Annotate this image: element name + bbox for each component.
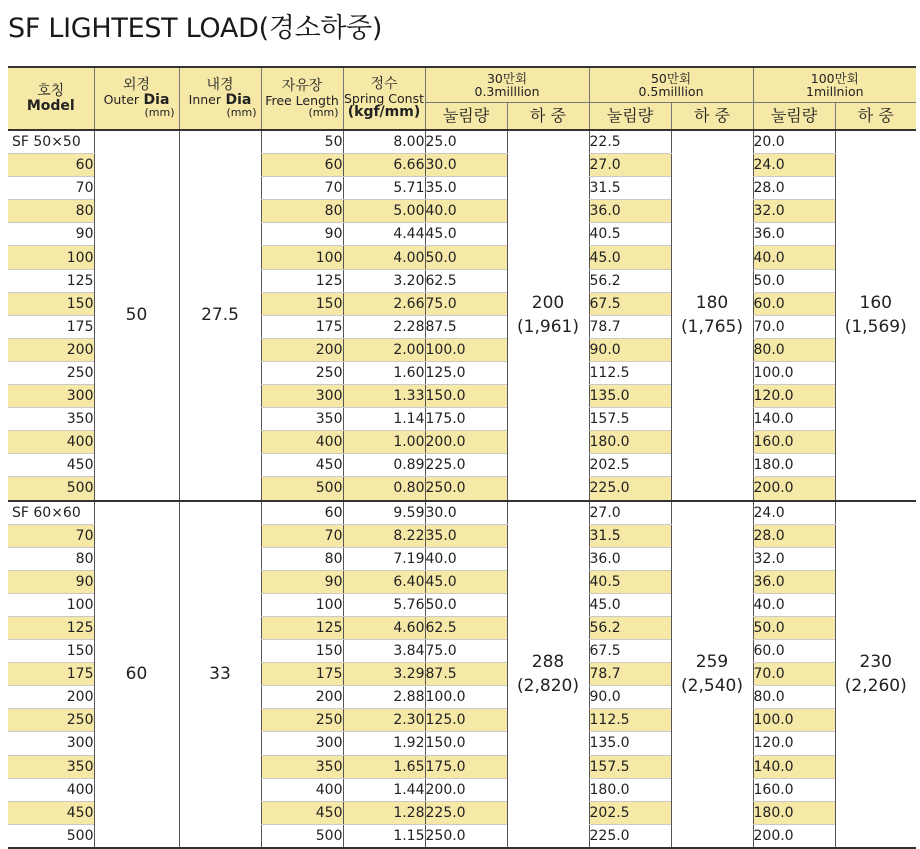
deflection-cell: 75.0 [425, 292, 507, 315]
free-length-cell: 400 [261, 431, 343, 454]
deflection-cell: 36.0 [753, 223, 835, 246]
deflection-cell: 45.0 [589, 593, 671, 616]
model-cell: 250 [8, 361, 94, 384]
spring-const-cell: 6.66 [343, 154, 425, 177]
deflection-cell: 56.2 [589, 269, 671, 292]
deflection-cell: 87.5 [425, 315, 507, 338]
spring-const-cell: 1.33 [343, 385, 425, 408]
deflection-cell: 225.0 [589, 824, 671, 848]
deflection-cell: 70.0 [753, 663, 835, 686]
load-cell [671, 130, 753, 501]
deflection-cell: 32.0 [753, 200, 835, 223]
spring-const-cell: 5.71 [343, 177, 425, 200]
deflection-cell: 40.5 [589, 570, 671, 593]
spring-const-cell: 1.14 [343, 408, 425, 431]
model-cell: 200 [8, 686, 94, 709]
spring-const-cell: 8.22 [343, 524, 425, 547]
deflection-cell: 25.0 [425, 130, 507, 154]
deflection-cell: 112.5 [589, 361, 671, 384]
deflection-cell: 175.0 [425, 408, 507, 431]
deflection-cell: 45.0 [589, 246, 671, 269]
deflection-cell: 180.0 [589, 431, 671, 454]
model-cell: 350 [8, 408, 94, 431]
header-group-2: 50만회 0.5milllion [589, 67, 753, 103]
deflection-cell: 27.0 [589, 501, 671, 525]
model-cell: 150 [8, 640, 94, 663]
deflection-cell: 160.0 [753, 431, 835, 454]
table-body [8, 130, 916, 848]
deflection-cell: 100.0 [425, 686, 507, 709]
deflection-cell: 60.0 [753, 640, 835, 663]
spring-const-cell: 0.80 [343, 477, 425, 501]
deflection-cell: 157.5 [589, 755, 671, 778]
free-length-cell: 100 [261, 593, 343, 616]
header-deflection-2: 눌림량 [589, 103, 671, 131]
deflection-cell: 40.0 [425, 547, 507, 570]
deflection-cell: 75.0 [425, 640, 507, 663]
load-value: 259 [695, 651, 729, 672]
deflection-cell: 45.0 [425, 570, 507, 593]
deflection-cell: 56.2 [589, 616, 671, 639]
free-length-cell: 150 [261, 640, 343, 663]
free-length-cell: 100 [261, 246, 343, 269]
deflection-cell: 67.5 [589, 640, 671, 663]
deflection-cell: 78.7 [589, 315, 671, 338]
deflection-cell: 35.0 [425, 524, 507, 547]
free-length-cell: 125 [261, 616, 343, 639]
load-value: 200 [531, 292, 565, 313]
spring-spec-table [8, 66, 916, 849]
spring-const-cell: 1.92 [343, 732, 425, 755]
free-length-cell: 70 [261, 524, 343, 547]
model-cell: 400 [8, 431, 94, 454]
free-length-cell: 400 [261, 778, 343, 801]
spring-const-cell: 7.19 [343, 547, 425, 570]
deflection-cell: 36.0 [589, 547, 671, 570]
deflection-cell: 202.5 [589, 801, 671, 824]
header-load-3: 하 중 [835, 103, 916, 131]
deflection-cell: 225.0 [589, 477, 671, 501]
model-cell: 125 [8, 616, 94, 639]
deflection-cell: 202.5 [589, 454, 671, 477]
deflection-cell: 90.0 [589, 686, 671, 709]
deflection-cell: 67.5 [589, 292, 671, 315]
deflection-cell: 157.5 [589, 408, 671, 431]
deflection-cell: 140.0 [753, 408, 835, 431]
deflection-cell: 45.0 [425, 223, 507, 246]
deflection-cell: 31.5 [589, 177, 671, 200]
deflection-cell: 250.0 [425, 477, 507, 501]
deflection-cell: 200.0 [753, 824, 835, 848]
load-newton: (2,820) [517, 676, 579, 697]
deflection-cell: 50.0 [753, 616, 835, 639]
load-value: 288 [531, 651, 565, 672]
spring-const-cell: 8.00 [343, 130, 425, 154]
model-cell: 70 [8, 177, 94, 200]
deflection-cell: 36.0 [753, 570, 835, 593]
load-newton: (2,540) [681, 676, 743, 697]
deflection-cell: 30.0 [425, 154, 507, 177]
free-length-cell: 90 [261, 223, 343, 246]
deflection-cell: 40.0 [753, 593, 835, 616]
deflection-cell: 200.0 [425, 431, 507, 454]
spring-const-cell: 0.89 [343, 454, 425, 477]
spring-const-cell: 3.29 [343, 663, 425, 686]
deflection-cell: 100.0 [753, 709, 835, 732]
spring-const-cell: 1.28 [343, 801, 425, 824]
deflection-cell: 135.0 [589, 385, 671, 408]
header-free-length: 자유장 Free Length (mm) [261, 67, 343, 130]
model-cell: 200 [8, 338, 94, 361]
free-length-cell: 80 [261, 200, 343, 223]
load-newton: (1,961) [517, 317, 579, 338]
spring-const-cell: 4.60 [343, 616, 425, 639]
model-cell: 300 [8, 732, 94, 755]
model-cell: 175 [8, 663, 94, 686]
load-newton: (1,765) [681, 317, 743, 338]
deflection-cell: 31.5 [589, 524, 671, 547]
model-cell: 175 [8, 315, 94, 338]
model-cell: 80 [8, 200, 94, 223]
deflection-cell: 125.0 [425, 361, 507, 384]
free-length-cell: 250 [261, 361, 343, 384]
table-row [8, 130, 916, 154]
model-cell: 90 [8, 570, 94, 593]
free-length-cell: 60 [261, 154, 343, 177]
spring-const-cell: 4.44 [343, 223, 425, 246]
deflection-cell: 35.0 [425, 177, 507, 200]
deflection-cell: 40.0 [753, 246, 835, 269]
free-length-cell: 70 [261, 177, 343, 200]
free-length-cell: 450 [261, 801, 343, 824]
deflection-cell: 160.0 [753, 778, 835, 801]
deflection-cell: 225.0 [425, 801, 507, 824]
free-length-cell: 60 [261, 501, 343, 525]
free-length-cell: 300 [261, 385, 343, 408]
spring-const-cell: 2.66 [343, 292, 425, 315]
deflection-cell: 36.0 [589, 200, 671, 223]
deflection-cell: 50.0 [425, 593, 507, 616]
load-cell [507, 501, 589, 848]
free-length-cell: 175 [261, 315, 343, 338]
spring-const-cell: 2.88 [343, 686, 425, 709]
free-length-cell: 125 [261, 269, 343, 292]
spring-const-cell: 1.00 [343, 431, 425, 454]
model-cell: 90 [8, 223, 94, 246]
model-cell: 450 [8, 801, 94, 824]
deflection-cell: 90.0 [589, 338, 671, 361]
deflection-cell: 225.0 [425, 454, 507, 477]
model-cell: 250 [8, 709, 94, 732]
model-cell: 300 [8, 385, 94, 408]
deflection-cell: 70.0 [753, 315, 835, 338]
deflection-cell: 28.0 [753, 524, 835, 547]
deflection-cell: 40.5 [589, 223, 671, 246]
spring-const-cell: 3.20 [343, 269, 425, 292]
load-cell [507, 130, 589, 501]
spring-const-cell: 1.15 [343, 824, 425, 848]
spring-const-cell: 1.60 [343, 361, 425, 384]
load-cell [671, 501, 753, 848]
header-inner-dia: 내경 Inner Dia (mm) [179, 67, 261, 130]
deflection-cell: 20.0 [753, 130, 835, 154]
deflection-cell: 175.0 [425, 755, 507, 778]
load-cell [835, 501, 916, 848]
header-group-3: 100만회 1millnion [753, 67, 916, 103]
free-length-cell: 350 [261, 755, 343, 778]
deflection-cell: 100.0 [753, 361, 835, 384]
free-length-cell: 150 [261, 292, 343, 315]
deflection-cell: 78.7 [589, 663, 671, 686]
free-length-cell: 175 [261, 663, 343, 686]
load-newton: (1,569) [844, 317, 907, 338]
deflection-cell: 200.0 [753, 477, 835, 501]
spring-const-cell: 1.44 [343, 778, 425, 801]
deflection-cell: 62.5 [425, 616, 507, 639]
deflection-cell: 100.0 [425, 338, 507, 361]
deflection-cell: 50.0 [425, 246, 507, 269]
deflection-cell: 140.0 [753, 755, 835, 778]
deflection-cell: 180.0 [589, 778, 671, 801]
model-cell: 100 [8, 246, 94, 269]
deflection-cell: 200.0 [425, 778, 507, 801]
free-length-cell: 50 [261, 130, 343, 154]
spring-const-cell: 3.84 [343, 640, 425, 663]
deflection-cell: 60.0 [753, 292, 835, 315]
spring-const-cell: 4.00 [343, 246, 425, 269]
inner-dia-cell: 33 [179, 501, 261, 848]
free-length-cell: 200 [261, 338, 343, 361]
deflection-cell: 80.0 [753, 686, 835, 709]
deflection-cell: 87.5 [425, 663, 507, 686]
deflection-cell: 250.0 [425, 824, 507, 848]
deflection-cell: 50.0 [753, 269, 835, 292]
spring-const-cell: 2.28 [343, 315, 425, 338]
deflection-cell: 27.0 [589, 154, 671, 177]
deflection-cell: 62.5 [425, 269, 507, 292]
header-outer-dia: 외경 Outer Dia (mm) [94, 67, 179, 130]
spring-const-cell: 1.65 [343, 755, 425, 778]
deflection-cell: 80.0 [753, 338, 835, 361]
spring-const-cell: 2.00 [343, 338, 425, 361]
free-length-cell: 250 [261, 709, 343, 732]
load-newton: (2,260) [844, 676, 907, 697]
free-length-cell: 350 [261, 408, 343, 431]
load-value: 160 [859, 292, 892, 313]
deflection-cell: 32.0 [753, 547, 835, 570]
deflection-cell: 180.0 [753, 454, 835, 477]
spring-const-cell: 5.00 [343, 200, 425, 223]
model-cell: 80 [8, 547, 94, 570]
free-length-cell: 200 [261, 686, 343, 709]
deflection-cell: 24.0 [753, 154, 835, 177]
free-length-cell: 80 [261, 547, 343, 570]
header-deflection-3: 눌림량 [753, 103, 835, 131]
deflection-cell: 30.0 [425, 501, 507, 525]
free-length-cell: 450 [261, 454, 343, 477]
free-length-cell: 500 [261, 477, 343, 501]
model-cell: SF 50×50 [8, 130, 94, 154]
header-spring-const: 정수 Spring Const (kgf/mm) [343, 67, 425, 130]
deflection-cell: 112.5 [589, 709, 671, 732]
deflection-cell: 120.0 [753, 385, 835, 408]
free-length-cell: 300 [261, 732, 343, 755]
model-cell: 70 [8, 524, 94, 547]
model-cell: 150 [8, 292, 94, 315]
spring-const-cell: 6.40 [343, 570, 425, 593]
spring-const-cell: 2.30 [343, 709, 425, 732]
outer-dia-cell: 60 [94, 501, 179, 848]
free-length-cell: 500 [261, 824, 343, 848]
model-cell: 125 [8, 269, 94, 292]
header-model: 호칭 Model [8, 67, 94, 130]
deflection-cell: 24.0 [753, 501, 835, 525]
deflection-cell: 150.0 [425, 732, 507, 755]
model-cell: 100 [8, 593, 94, 616]
deflection-cell: 135.0 [589, 732, 671, 755]
model-cell: 450 [8, 454, 94, 477]
model-cell: 350 [8, 755, 94, 778]
model-cell: SF 60×60 [8, 501, 94, 525]
load-value: 230 [859, 651, 892, 672]
header-deflection-1: 눌림량 [425, 103, 507, 131]
page-title: SF LIGHTEST LOAD(경소하중) [8, 13, 383, 44]
deflection-cell: 22.5 [589, 130, 671, 154]
model-cell: 500 [8, 477, 94, 501]
table-row [8, 501, 916, 525]
outer-dia-cell: 50 [94, 130, 179, 501]
model-cell: 60 [8, 154, 94, 177]
deflection-cell: 150.0 [425, 385, 507, 408]
header-group-1: 30만회 0.3milllion [425, 67, 589, 103]
spring-const-cell: 5.76 [343, 593, 425, 616]
deflection-cell: 40.0 [425, 200, 507, 223]
load-value: 180 [695, 292, 729, 313]
header-load-2: 하 중 [671, 103, 753, 131]
free-length-cell: 90 [261, 570, 343, 593]
inner-dia-cell: 27.5 [179, 130, 261, 501]
header-load-1: 하 중 [507, 103, 589, 131]
deflection-cell: 28.0 [753, 177, 835, 200]
spring-const-cell: 9.59 [343, 501, 425, 525]
model-cell: 400 [8, 778, 94, 801]
deflection-cell: 120.0 [753, 732, 835, 755]
deflection-cell: 125.0 [425, 709, 507, 732]
deflection-cell: 180.0 [753, 801, 835, 824]
load-cell [835, 130, 916, 501]
model-cell: 500 [8, 824, 94, 848]
